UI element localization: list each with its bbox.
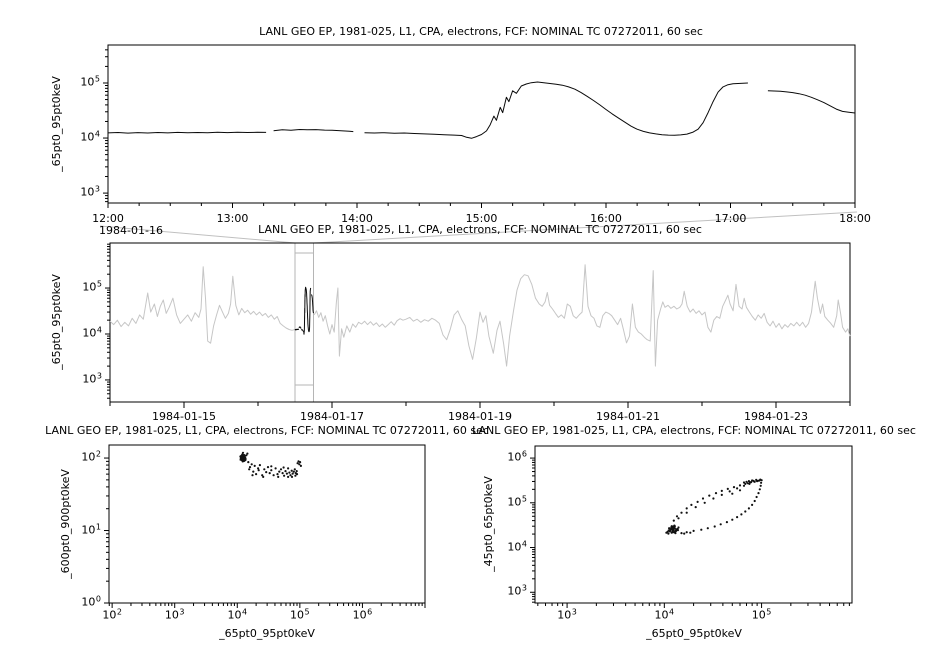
scatter-point (756, 480, 758, 482)
tick-label: $10^3$ (164, 607, 185, 622)
data-series-overview_gray (110, 265, 850, 366)
scatter-point (704, 502, 706, 504)
tick-label: $10^4$ (654, 607, 675, 622)
scatter-point (721, 490, 723, 492)
scatter-point (262, 476, 264, 478)
tick-label: 13:00 (216, 212, 249, 225)
scatter-point (680, 512, 682, 514)
scatter-point (759, 488, 761, 490)
x-axis-label-scatter-left: _65pt0_95pt0keV (219, 627, 315, 640)
scatter-point (731, 493, 733, 495)
y-axis-label-scatter-right: _45pt0_65pt0keV (482, 476, 495, 572)
scatter-point (677, 526, 679, 528)
tick-label: $10^1$ (81, 522, 101, 537)
scatter-point (284, 470, 286, 472)
tick-label: 1984-01-15 (152, 410, 216, 423)
chart-title-scatter-left: LANL GEO EP, 1981-025, L1, CPA, electrons, FCF: NOMINAL TC 07272011, 60 sec (45, 424, 489, 437)
scatter-point (294, 475, 296, 477)
scatter-point (720, 523, 722, 525)
scatter-point (683, 533, 685, 535)
tick-label: $10^4$ (507, 539, 527, 554)
scatter-point (748, 483, 750, 485)
tick-label: 12:00 (92, 212, 124, 225)
scatter-point (296, 473, 298, 475)
y-axis-label-overview-timeseries: _65pt0_95pt0keV (50, 274, 63, 370)
scatter-point (726, 521, 728, 523)
scatter-point (269, 472, 271, 474)
plot-frame (109, 445, 425, 603)
scatter-point (677, 517, 679, 519)
plot-frame (535, 446, 852, 603)
scatter-point (751, 504, 753, 506)
scatter-point (283, 475, 285, 477)
scatter-point (708, 495, 710, 497)
tick-label: $10^2$ (102, 607, 122, 622)
scatter-point (255, 473, 257, 475)
scatter-point (287, 476, 289, 478)
tick-label: 18:00 (839, 212, 871, 225)
y-axis-label-top-timeseries: _65pt0_95pt0keV (50, 76, 63, 172)
scatter-point (275, 467, 277, 469)
scatter-point (299, 461, 301, 463)
tick-label: $10^4$ (82, 325, 102, 340)
tick-label: $10^6$ (507, 449, 527, 464)
scatter-point (270, 465, 272, 467)
tick-label: $10^4$ (80, 129, 100, 144)
scatter-point (252, 471, 254, 473)
scatter-point (265, 471, 267, 473)
scatter-point (744, 510, 746, 512)
scatter-point (674, 527, 676, 529)
scatter-point (676, 515, 678, 517)
scatter-point (748, 480, 750, 482)
scatter-point (760, 482, 762, 484)
scatter-point (760, 485, 762, 487)
scatter-point (291, 470, 293, 472)
x-axis-label-scatter-right: _65pt0_95pt0keV (646, 627, 742, 640)
scatter-point (715, 492, 717, 494)
scatter-point (721, 494, 723, 496)
y-axis-label-scatter-left: _600pt0_900pt0keV (59, 469, 72, 579)
tick-label: $10^4$ (227, 607, 248, 622)
scatter-point (246, 453, 248, 455)
scatter-point (697, 501, 699, 503)
scatter-point (259, 464, 261, 466)
tick-label: 1984-01-19 (448, 410, 512, 423)
start-date-label: 1984-01-16 (99, 224, 163, 237)
scatter-point (702, 497, 704, 499)
tick-label: 1984-01-21 (596, 410, 660, 423)
scatter-point (736, 516, 738, 518)
scatter-point (287, 467, 289, 469)
scatter-point (263, 468, 265, 470)
scatter-point (750, 481, 752, 483)
scatter-point (283, 466, 285, 468)
tick-label: $10^5$ (290, 607, 310, 622)
scatter-point (739, 489, 741, 491)
scatter-point (686, 531, 688, 533)
scatter-point (689, 532, 691, 534)
scatter-point (743, 481, 745, 483)
scatter-point (240, 455, 242, 457)
tick-label: $10^5$ (507, 494, 527, 509)
scatter-point (740, 513, 742, 515)
scatter-point (748, 507, 750, 509)
scatter-point (714, 525, 716, 527)
scatter-point (700, 529, 702, 531)
scatter-point (278, 471, 280, 473)
tick-label: $10^3$ (80, 184, 100, 199)
scatter-point (707, 527, 709, 529)
scatter-point (294, 468, 296, 470)
scatter-point (754, 500, 756, 502)
scatter-point (248, 468, 250, 470)
scatter-point (288, 472, 290, 474)
scatter-point (251, 463, 253, 465)
scatter-point (672, 525, 674, 527)
scatter-point (249, 466, 251, 468)
scatter-point (729, 490, 731, 492)
scatter-point (733, 486, 735, 488)
data-series-_65pt0_95pt0keV (108, 82, 855, 138)
scatter-point (251, 474, 253, 476)
tick-label: $10^3$ (557, 607, 577, 622)
scatter-point (752, 480, 754, 482)
scatter-point (296, 470, 298, 472)
scatter-point (673, 520, 675, 522)
tick-label: $10^3$ (507, 583, 527, 598)
tick-label: $10^2$ (81, 449, 101, 464)
scatter-point (686, 512, 688, 514)
scatter-point (292, 473, 294, 475)
tick-label: $10^6$ (352, 607, 373, 622)
tick-label: 17:00 (714, 212, 747, 225)
scatter-point (686, 507, 688, 509)
scatter-point (727, 488, 729, 490)
scatter-point (680, 532, 682, 534)
scatter-point (247, 461, 249, 463)
plot-frame (110, 243, 850, 402)
scatter-point (270, 469, 272, 471)
scatter-point (667, 533, 669, 535)
scatter-point (289, 474, 291, 476)
scatter-point (757, 492, 759, 494)
tick-label: 15:00 (465, 212, 498, 225)
scatter-point (291, 476, 293, 478)
tick-label: $10^0$ (81, 594, 101, 609)
tick-label: 14:00 (341, 212, 373, 225)
chart-title-overview-timeseries: LANL GEO EP, 1981-025, L1, CPA, electrons, FCF: NOMINAL TC 07272011, 60 sec (258, 223, 702, 236)
scatter-point (286, 473, 288, 475)
scatter-point (739, 484, 741, 486)
scatter-point (273, 474, 275, 476)
scatter-point (756, 496, 758, 498)
data-series-highlight (295, 287, 314, 334)
scatter-point (758, 479, 760, 481)
scatter-point (665, 532, 667, 534)
scatter-point (677, 529, 679, 531)
scatter-point (298, 463, 300, 465)
tick-label: $10^5$ (751, 607, 772, 622)
scatter-point (282, 472, 284, 474)
tick-label: $10^3$ (82, 371, 102, 386)
tick-label: 16:00 (590, 212, 622, 225)
scatter-point (736, 487, 738, 489)
scatter-point (300, 465, 302, 467)
scatter-point (731, 519, 733, 521)
tick-label: $10^5$ (82, 279, 102, 294)
scatter-point (280, 468, 282, 470)
scatter-point (242, 452, 244, 454)
scatter-point (276, 473, 278, 475)
tick-label: 1984-01-17 (300, 410, 364, 423)
scatter-point (277, 476, 279, 478)
scatter-point (695, 506, 697, 508)
scatter-point (258, 469, 260, 471)
scatter-point (254, 465, 256, 467)
scatter-point (672, 530, 674, 532)
scatter-point (674, 532, 676, 534)
scatter-point (267, 466, 269, 468)
tick-label: $10^5$ (80, 74, 100, 89)
chart-title-scatter-right: LANL GEO EP, 1981-025, L1, CPA, electrons, FCF: NOMINAL TC 07272011, 60 sec (472, 424, 916, 437)
scatter-point (743, 485, 745, 487)
chart-title-top-timeseries: LANL GEO EP, 1981-025, L1, CPA, electrons, FCF: NOMINAL TC 07272011, 60 sec (259, 25, 703, 38)
scatter-point (293, 471, 295, 473)
scatter-point (693, 530, 695, 532)
scatter-point (690, 504, 692, 506)
scatter-point (243, 456, 245, 458)
plot-frame (108, 45, 855, 203)
scatter-point (712, 497, 714, 499)
scatter-point (245, 458, 247, 460)
tick-label: 1984-01-23 (744, 410, 808, 423)
